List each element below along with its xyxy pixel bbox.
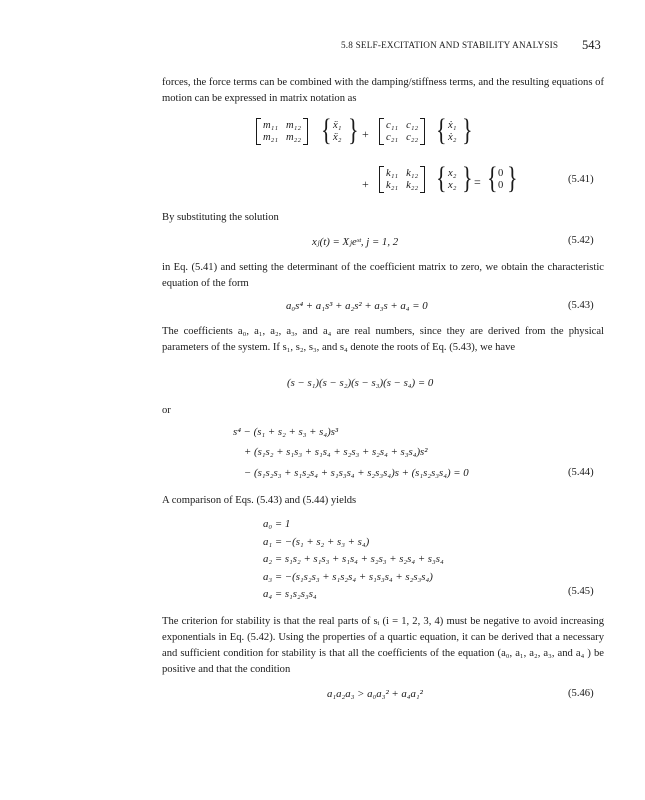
right-brace: } (462, 159, 473, 195)
matrix-entry: c₁₂ (406, 120, 419, 131)
vector-entry: ẍ₁ (333, 120, 342, 131)
equation-line: s⁴ − (s₁ + s₂ + s₃ + s₄)s³ (233, 426, 339, 438)
vector-entry: ẋ₁ (448, 120, 457, 131)
matrix-entry: k₁₂ (406, 168, 419, 179)
matrix-entry: c₂₂ (406, 132, 419, 143)
running-header: 5.8 SELF-EXCITATION AND STABILITY ANALYSIS (341, 40, 559, 50)
equation-5-46: a₁a₂a₃ > a₀a₃² + a₄a₁² (327, 688, 423, 700)
paragraph-stability-criterion: The criterion for stability is that the real parts of sᵢ (i = 1, 2, 3, 4) must be negative to avoid increasing exponentials in Eq. (5.42). Using the properties of a quartic equation, it can be derived that a necessary and sufficient condition for stability is that all the coefficients of the equation (a₀, a₁, a₂, a₃, and a₄ ) be positive and that the condition (162, 616, 604, 675)
right-brace: } (462, 111, 473, 147)
displacement-vector (442, 166, 462, 193)
equation-5-45 (263, 516, 444, 604)
left-brace: { (487, 159, 498, 195)
damping-matrix (379, 118, 425, 145)
matrix-entry: m₁₁ (263, 120, 279, 131)
equation-5-42: xⱼ(t) = Xⱼeˢᵗ, j = 1, 2 (312, 236, 399, 248)
velocity-vector (442, 118, 462, 145)
right-brace: } (507, 159, 518, 195)
equation-number: (5.45) (568, 586, 594, 597)
matrix-entry: m₂₂ (286, 132, 302, 143)
equation-line: a₀ = 1 (263, 518, 291, 530)
equation-number: (5.46) (568, 688, 594, 699)
left-brace: { (321, 111, 332, 147)
equation-line: − (s₁s₂s₃ + s₁s₂s₄ + s₁s₃s₄ + s₂s₃s₄)s + (s₁s₂s₃s₄) = 0 (244, 467, 469, 479)
equation-line: a₂ = s₁s₂ + s₁s₃ + s₁s₄ + s₂s₃ + s₂s₄ + s₃s₄ (263, 553, 444, 565)
plus-sign: + (362, 177, 369, 191)
left-brace: { (436, 159, 447, 195)
matrix-entry: k₂₁ (386, 180, 399, 191)
equation-number: (5.42) (568, 235, 594, 246)
equation-line: + (s₁s₂ + s₁s₃ + s₁s₄ + s₂s₃ + s₂s₄ + s₃s₄)s² (244, 446, 428, 458)
left-brace: { (436, 111, 447, 147)
right-brace: } (348, 111, 359, 147)
equation-line: a₁ = −(s₁ + s₂ + s₃ + s₄) (263, 535, 370, 548)
vector-entry: ẋ₂ (448, 132, 457, 143)
matrix-entry: m₂₁ (263, 132, 279, 143)
matrix-entry: c₂₁ (386, 132, 399, 143)
equals-sign: = (474, 175, 481, 189)
vector-entry: ẍ₂ (333, 132, 342, 143)
matrix-entry: k₁₁ (386, 168, 399, 179)
vector-entry: 0 (498, 168, 504, 179)
equation-line: a₄ = s₁s₂s₃s₄ (263, 588, 317, 600)
paragraph-or: or (162, 405, 171, 416)
equation-line: a₃ = −(s₁s₂s₃ + s₁s₂s₄ + s₁s₃s₄ + s₂s₃s₄) (263, 570, 433, 583)
paragraph-comparison: A comparison of Eqs. (5.43) and (5.44) yields (162, 495, 357, 506)
vector-entry: x₂ (448, 168, 457, 179)
mass-matrix (256, 118, 308, 145)
matrix-entry: c₁₁ (386, 120, 399, 131)
plus-sign: + (362, 127, 369, 141)
matrix-entry: m₁₂ (286, 120, 302, 131)
equation-number: (5.43) (568, 300, 594, 311)
paragraph-substituting: By substituting the solution (162, 212, 279, 223)
paragraph-coefficients: The coefficients a₀, a₁, a₂, a₃, and a₄ are real numbers, since they are derived from the physical parameters of the system. If s₁, s₂, s₃, and s₄ denote the roots of Eq. (5.43), we have (162, 326, 604, 353)
matrix-entry: k₂₂ (406, 180, 419, 191)
paragraph-intro: forces, the force terms can be combined with the damping/stiffness terms, and the resulting equations of motion can be expressed in matrix notation as (162, 77, 604, 104)
vector-entry: 0 (498, 180, 504, 191)
equation-roots-product: (s − s₁)(s − s₂)(s − s₃)(s − s₄) = 0 (287, 377, 434, 389)
equation-number: (5.44) (568, 467, 594, 478)
acceleration-vector (327, 118, 347, 145)
stiffness-matrix (379, 166, 425, 193)
page-number: 543 (582, 38, 601, 52)
paragraph-determinant: in Eq. (5.41) and setting the determinant of the coefficient matrix to zero, we obtain the characteristic equation of the form (162, 262, 604, 289)
equation-5-43: a₀s⁴ + a₁s³ + a₂s² + a₃s + a₄ = 0 (286, 300, 428, 312)
vector-entry: x₂ (448, 180, 457, 191)
equation-number: (5.41) (568, 174, 594, 185)
